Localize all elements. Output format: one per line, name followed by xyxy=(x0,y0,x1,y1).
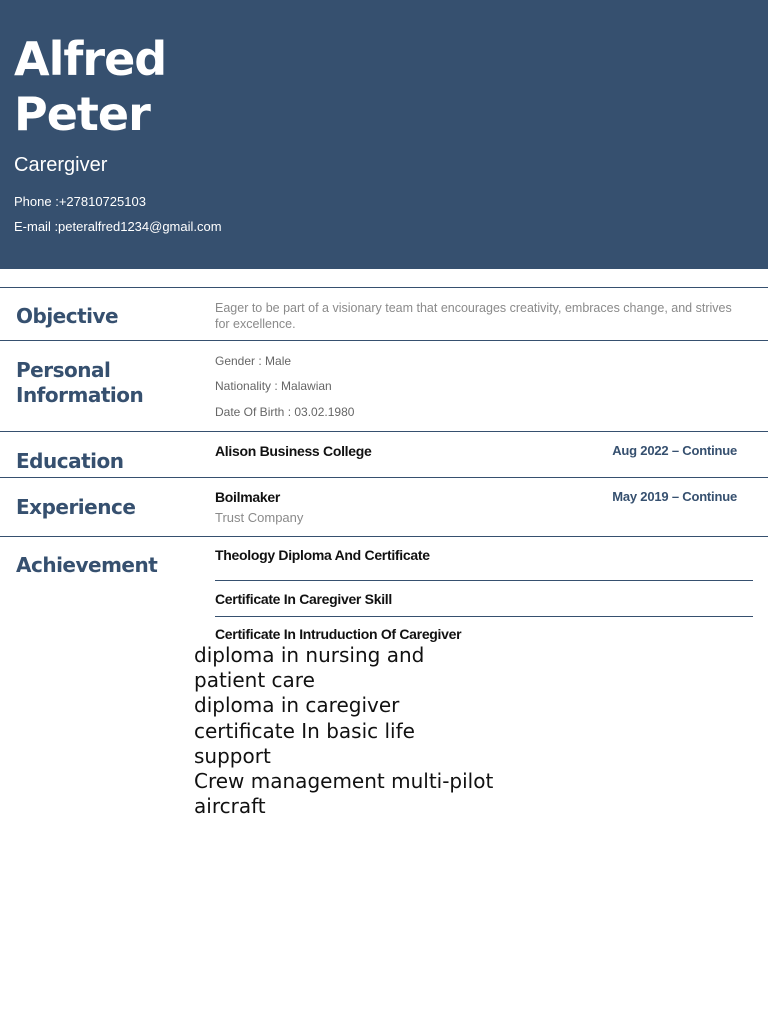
education-date: Aug 2022 – Continue xyxy=(612,443,737,458)
additional-qualifications xyxy=(194,643,514,819)
education-institution: Alison Business College xyxy=(215,443,372,459)
job-title: Carergiver xyxy=(14,154,108,176)
section-divider xyxy=(0,287,768,288)
qualification-line: Crew management multi-pilot xyxy=(194,769,494,794)
email-address: E-mail :peteralfred1234@gmail.com xyxy=(14,219,222,234)
experience-date: May 2019 – Continue xyxy=(612,489,737,504)
achievement-item: Certificate In Intruduction Of Caregiver xyxy=(215,626,462,642)
gender-field: Gender : Male xyxy=(215,354,292,368)
section-divider xyxy=(0,477,768,478)
objective-title: Objective xyxy=(16,304,119,328)
section-divider xyxy=(0,431,768,432)
qualification-line: diploma in caregiver xyxy=(194,693,400,718)
candidate-name xyxy=(14,32,166,142)
personal-info-title-line2: Information xyxy=(16,383,144,407)
nationality-field: Nationality : Malawian xyxy=(215,379,332,393)
phone-number: Phone :+27810725103 xyxy=(14,194,146,209)
qualification-line: support xyxy=(194,743,271,768)
section-divider xyxy=(0,536,768,537)
last-name: Peter xyxy=(14,87,150,141)
qualification-line: diploma in nursing and xyxy=(194,643,425,667)
dob-field: Date Of Birth : 03.02.1980 xyxy=(215,405,355,419)
experience-company: Trust Company xyxy=(215,510,304,525)
qualification-line: patient care xyxy=(194,668,315,693)
achievement-item: Certificate In Caregiver Skill xyxy=(215,591,392,607)
achievement-item: Theology Diploma And Certificate xyxy=(215,547,430,563)
achievement-title: Achievement xyxy=(16,553,158,577)
achievement-divider xyxy=(215,616,753,617)
qualification-line: aircraft xyxy=(194,794,266,819)
qualification-line: certificate In basic life xyxy=(194,718,415,743)
experience-role: Boilmaker xyxy=(215,489,280,505)
education-title: Education xyxy=(16,449,124,473)
personal-info-title xyxy=(16,358,143,408)
achievement-divider xyxy=(215,580,753,581)
section-divider xyxy=(0,340,768,341)
objective-text: Eager to be part of a visionary team that encourages creativity, embraces change, and strives for excellence. xyxy=(215,301,732,331)
experience-title: Experience xyxy=(16,495,136,519)
personal-info-title-line1: Personal xyxy=(16,358,111,382)
header-banner xyxy=(0,0,768,269)
first-name: Alfred xyxy=(14,32,167,86)
